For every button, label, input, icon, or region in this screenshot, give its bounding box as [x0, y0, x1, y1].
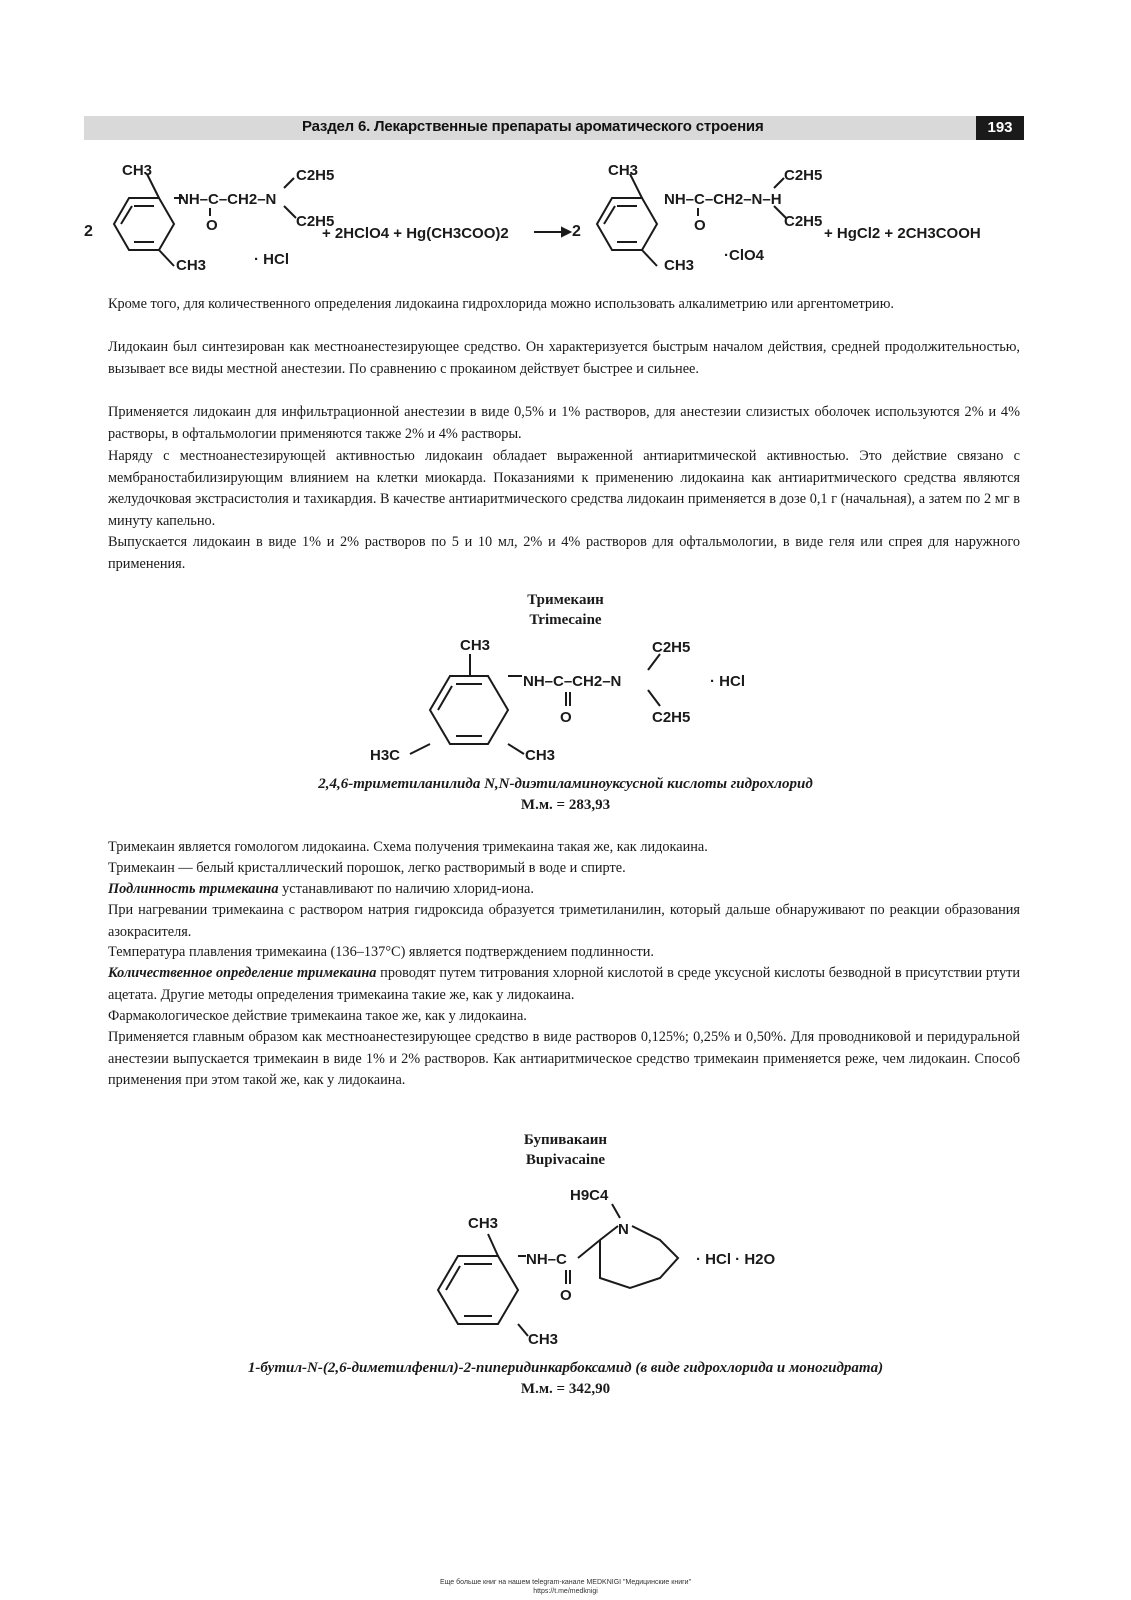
- footer: [0, 1578, 1131, 1596]
- paragraph-4: Наряду с местноанестезирующей активностью лидокаин обладает выраженной антиаритмической активностью. Это действие связано с мембраностабилизирующим влиянием на клетки миокарда. Показаниями к применению лидокаина как антиаритмического средства являются желудочковая экстрасистолия и тахикардия. В качестве антиаритмического средства лидокаин применяется в дозе 0,1 г (начальная), а затем по 2 мг в минуту капельно.: [108, 448, 1020, 529]
- paragraph-10: Температура плавления тримекаина (136–137°С) является подтверждением подлинности.: [108, 944, 654, 960]
- footer-line-1: Еще больше книг на нашем telegram-канале MEDKNIGI "Медицинские книги": [439, 1579, 692, 1586]
- bupivacaine-name-en: Bupivacaine: [525, 1152, 606, 1168]
- product-ch3-bottom: CH3: [664, 257, 695, 274]
- paragraph-13: Применяется главным образом как местноанестезирующее средство в виде растворов 0,125%; 0,25% и 0,50%. Для проводниковой и перидуральной анестезии выпускается тримекаин в виде 1% и 2% растворов. Как антиаритмическое средство тримекаин применяется реже, чем лидокаин. Способ применения при этом такой же, как у лидокаина.: [108, 1029, 1020, 1088]
- product-c2h5-top: C2H5: [784, 167, 823, 184]
- product-chain: NH–C–CH2–N–H: [664, 191, 782, 208]
- header-title: Раздел 6. Лекарственные препараты ароматического строения: [302, 118, 764, 135]
- reaction-reagents: + 2HClO4 + Hg(CH3COO)2: [322, 225, 509, 242]
- bupivacaine-structure: [420, 1178, 820, 1348]
- lidocaine-c2h5-top: C2H5: [296, 167, 335, 184]
- bupivacaine-name-ru: Бупивакаин: [523, 1132, 608, 1148]
- trimecaine-c2h5-bottom: C2H5: [652, 709, 691, 726]
- product-c2h5-bottom: C2H5: [784, 213, 823, 230]
- bupivacaine-salt: · HCl · H2O: [696, 1251, 776, 1268]
- lidocaine-ch3-top: CH3: [122, 162, 153, 179]
- bupivacaine-oxygen: O: [560, 1287, 572, 1304]
- trimecaine-c2h5-top: C2H5: [652, 639, 691, 656]
- trimecaine-hcl: · HCl: [710, 673, 745, 690]
- trimecaine-mm: М.м. = 283,93: [520, 797, 611, 813]
- bupivacaine-h9c4: H9C4: [570, 1187, 609, 1204]
- trimecaine-ch3-top: CH3: [460, 637, 491, 654]
- reaction-coef-right: 2: [572, 223, 581, 240]
- bupivacaine-ch3-bottom: CH3: [528, 1331, 559, 1348]
- trimecaine-chem-name: 2,4,6-триметиланилида N,N-диэтиламиноуксусной кислоты гидрохлорид: [318, 776, 813, 792]
- bupivacaine-nh-c: NH–C: [526, 1251, 567, 1268]
- product-clo4: ·ClO4: [724, 247, 765, 264]
- bupivacaine-mm: М.м. = 342,90: [520, 1381, 611, 1397]
- paragraph-8: [108, 879, 1020, 901]
- bupivacaine-ch3-top: CH3: [468, 1215, 499, 1232]
- bupivacaine-chem-name: 1-бутил-N-(2,6-диметилфенил)-2-пиперидинкарбоксамид (в виде гидрохлорида и моногидрата): [247, 1360, 884, 1376]
- paragraph-12: Фармакологическое действие тримекаина такое же, как у лидокаина.: [108, 1008, 527, 1024]
- paragraph-1: Кроме того, для количественного определения лидокаина гидрохлорида можно использовать алкалиметрию или аргентометрию.: [108, 296, 894, 312]
- paragraph-11-bold: Количественное определение тримекаина: [108, 965, 377, 981]
- reaction-scheme: [84, 150, 1024, 280]
- product-ch3-top: CH3: [608, 162, 639, 179]
- paragraph-5: Выпускается лидокаин в виде 1% и 2% растворов по 5 и 10 мл, 2% и 4% растворов для офтальмологии, в виде геля или спрея для наружного применения.: [108, 534, 1020, 572]
- trimecaine-oxygen: O: [560, 709, 572, 726]
- trimecaine-structure: [360, 628, 780, 778]
- trimecaine-name-ru: Тримекаин: [527, 592, 604, 608]
- lidocaine-oxygen: O: [206, 217, 218, 234]
- paragraph-3: Применяется лидокаин для инфильтрационной анестезии в виде 0,5% и 1% растворов, для анестезии слизистых оболочек используются 2% и 4% растворы, в офтальмологии применяются также 2% и 4% растворы.: [108, 404, 1020, 442]
- footer-link[interactable]: https://t.me/medknigi: [533, 1588, 598, 1595]
- paragraph-2: Лидокаин был синтезирован как местноанестезирующее средство. Он характеризуется быстрым началом действия, средней продолжительностью, вызывает все виды местной анестезии. По сравнению с прокаином действует быстрее и сильнее.: [108, 339, 1020, 377]
- paragraph-8-bold: Подлинность тримекаина: [108, 881, 279, 897]
- reaction-products: + HgCl2 + 2CH3COOH: [824, 225, 981, 242]
- trimecaine-name-en: Trimecaine: [529, 612, 602, 628]
- trimecaine-ch3-right: CH3: [525, 747, 556, 764]
- lidocaine-chain: NH–C–CH2–N: [178, 191, 277, 208]
- trimecaine-h3c: H3C: [370, 747, 401, 764]
- paragraph-8-rest: устанавливают по наличию хлорид-иона.: [278, 881, 534, 897]
- reaction-coef-left: 2: [84, 223, 93, 240]
- lidocaine-hcl: · HCl: [254, 251, 289, 268]
- lidocaine-c2h5-bottom: C2H5: [296, 213, 335, 230]
- paragraph-11-rest: проводят путем титрования хлорной кислотой в среде уксусной кислоты безводной в присутствии ртути ацетата. Другие методы определения тримекаина такие же, как у лидокаина.: [108, 965, 1020, 1003]
- trimecaine-chain: NH–C–CH2–N: [523, 673, 622, 690]
- paragraph-9: При нагревании тримекаина с раствором натрия гидроксида образуется триметиланилин, который дальше обнаруживают по реакции образования азокрасителя.: [108, 902, 1020, 940]
- product-oxygen: O: [694, 217, 706, 234]
- bupivacaine-n: N: [618, 1221, 629, 1238]
- lidocaine-ch3-bottom: CH3: [176, 257, 207, 274]
- paragraph-6: Тримекаин является гомологом лидокаина. Схема получения тримекаина такая же, как лидокаина.: [108, 839, 708, 855]
- page-number: 193: [976, 116, 1024, 140]
- paragraph-11: [108, 963, 1020, 1006]
- paragraph-7: Тримекаин — белый кристаллический порошок, легко растворимый в воде и спирте.: [108, 860, 626, 876]
